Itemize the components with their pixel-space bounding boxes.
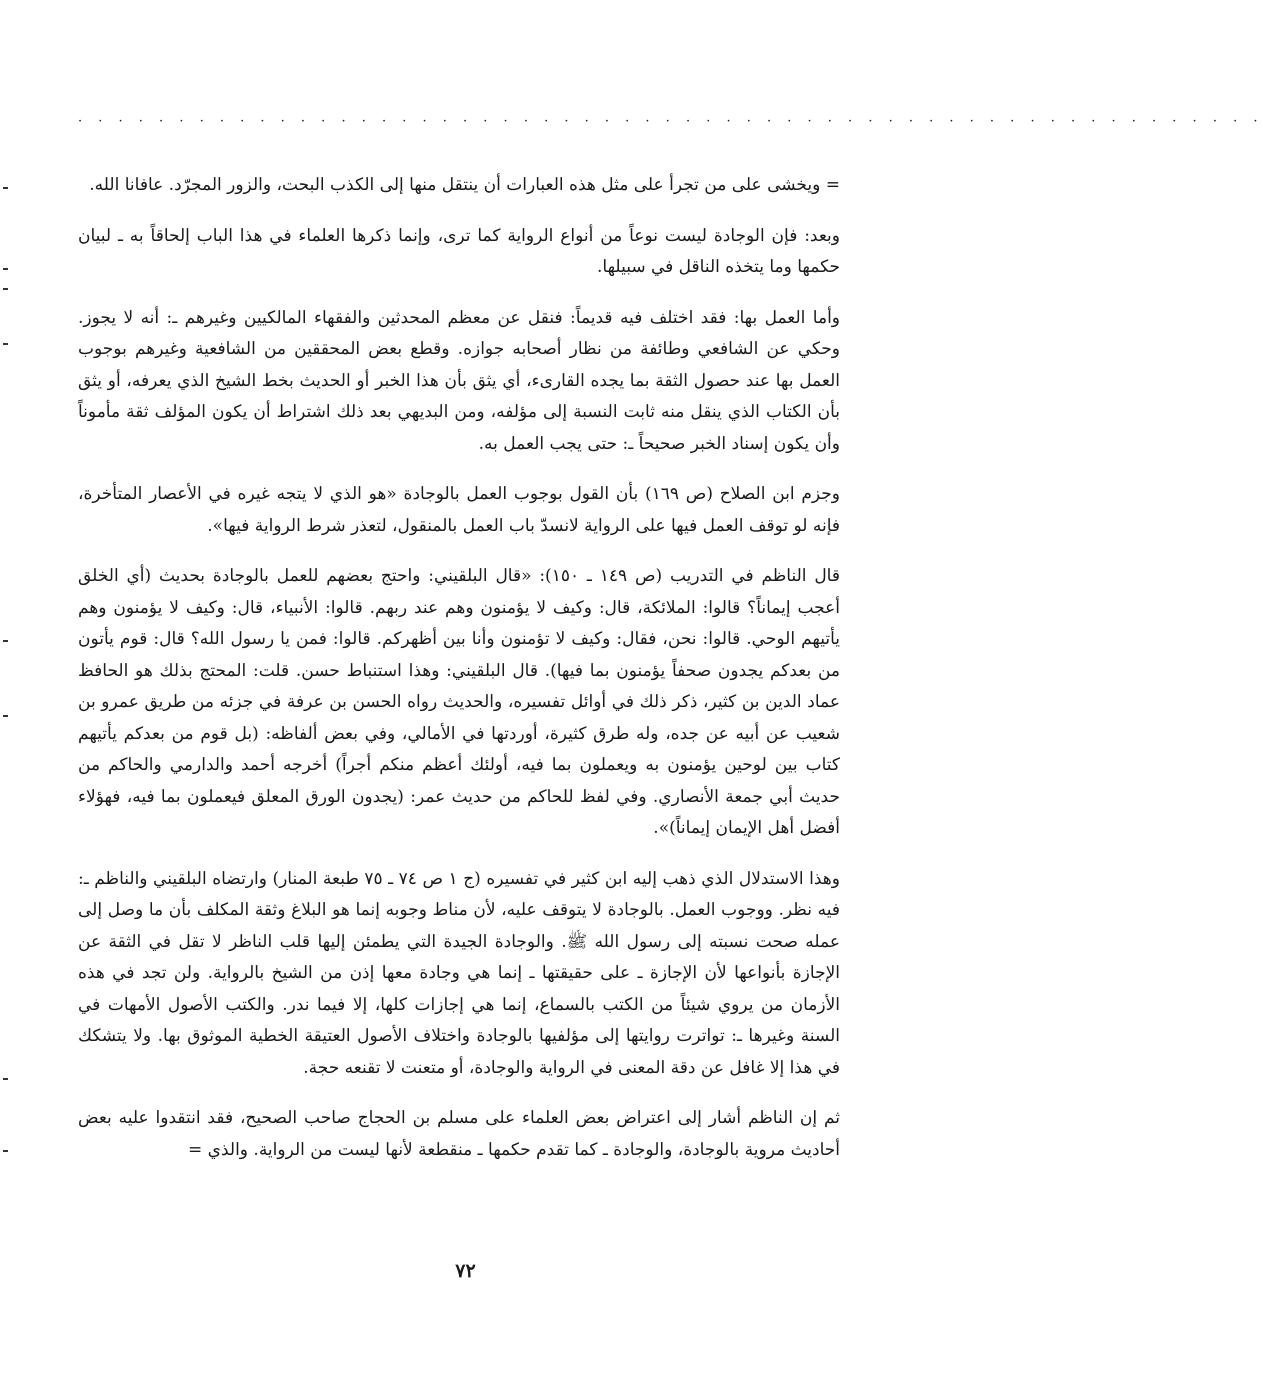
paragraph-7: ثم إن الناظم أشار إلى اعتراض بعض العلماء على مسلم بن الحجاج صاحب الصحيح، فقد انتقدوا عليه بعض أحاديث مروية بالوجادة، والوجادة ـ كما تقدم حكمها ـ منقطعة لأنها ليست من الرواية. والذي = xyxy=(78,1108,840,1160)
paragraph-3: وأما العمل بها: فقد اختلف فيه قديماً: فنقل عن معظم المحدثين والفقهاء المالكيين وغيرهم ـ: أنه لا يجوز. وحكي عن الشافعي وطائفة من نظار أصحابه جوازه. وقطع بعض المحققين من الشافعية وغيرهم بوجوب العمل بها عند حصول الثقة بما يجده القارىء، أي يثق بأن هذا الخبر أو الحديث بخط الشيخ الذي يعرفه، أو يثق بأن الكتاب الذي ينقل منه ثابت النسبة إلى مؤلفه، ومن البديهي بعد ذلك اشتراط أن يكون المؤلف ثقة مأموناً وأن يكون إسناد الخبر صحيحاً ـ: حتى يجب العمل به. xyxy=(78,307,840,454)
margin-mark xyxy=(3,343,8,345)
page-number: ٧٢ xyxy=(455,1260,476,1282)
paragraph-6: وهذا الاستدلال الذي ذهب إليه ابن كثير في تفسيره (ج ١ ص ٧٤ ـ ٧٥ طبعة المنار) وارتضاه البلقيني والناظم ـ: فيه نظر. ووجوب العمل. بالوجادة لا يتوقف عليه، لأن مناط وجوبه إنما هو البلاغ وثقة المكلف بأن ما وصل إلى عمله صحت نسبته إلى رسول الله ﷺ. والوجادة الجيدة التي يطمئن إليها قلب الناظر لا تقل في الثقة عن الإجازة بأنواعها لأن الإجازة ـ على حقيقتها ـ إنما هي وجادة معها إذن من الشيخ بالرواية. ولن تجد في هذه الأزمان من يروي شيئاً من الكتب بالسماع، إنما هي إجازات كلها، إلا فيما ندر. والكتب الأصول الأمهات في السنة وغيرها ـ: تواترت روايتها إلى مؤلفيها بالوجادة واختلاف الأصول العتيقة الخطية الموثوق بها. ولا يتشكك في هذا إلا غافل عن دقة المعنى في الرواية والوجادة، أو متعنت لا تقنعه حجة. xyxy=(78,868,841,1078)
margin-mark xyxy=(3,1150,8,1152)
margin-mark xyxy=(3,187,8,189)
margin-mark xyxy=(3,640,8,642)
page-body xyxy=(78,170,840,1185)
margin-mark xyxy=(3,1078,8,1080)
separator-dots: · · · · · · · · · · · · · · · · · · · · · · · · · · · · · · · · · · · · · · · · · · · · · · · · · · · · · · · · · · · xyxy=(78,114,1263,129)
margin-mark xyxy=(3,288,8,290)
margin-mark xyxy=(3,715,8,717)
paragraph-5: قال الناظم في التدريب (ص ١٤٩ ـ ١٥٠): «قال البلقيني: واحتج بعضهم للعمل بالوجادة بحديث (أي الخلق أعجب إيماناً؟ قالوا: الملائكة، قال: وكيف لا يؤمنون وهم عند ربهم. قالوا: الأنبياء، قال: وكيف لا يؤمنون وهم يأتيهم الوحي. قالوا: نحن، فقال: وكيف لا تؤمنون وأنا بين أظهركم. قالوا: فمن يا رسول الله؟ قال: قوم يأتون من بعدكم يجدون صحفاً يؤمنون بما فيها). قال البلقيني: وهذا استنباط حسن. قلت: المحتج بذلك هو الحافظ عماد الدين بن كثير، ذكر ذلك في أوائل تفسيره، والحديث رواه الحسن بن عرفة في جزئه من طريق عمرو بن شعيب عن أبيه عن جده، وله طرق كثيرة، أوردتها في الأمالي، وفي بعض ألفاظه: (بل قوم من بعدكم يأتيهم كتاب بين لوحين يؤمنون به ويعملون بما فيه، أولئك أعظم منكم أجراً) أخرجه أحمد والدارمي والحاكم من حديث أبي جمعة الأنصاري. وفي لفظ للحاكم من حديث عمر: (يجدون الورق المعلق فيعملون بما فيه، فهؤلاء أفضل أهل الإيمان إيماناً)». xyxy=(78,566,840,838)
paragraph-4: وجزم ابن الصلاح (ص ١٦٩) بأن القول بوجوب العمل بالوجادة «هو الذي لا يتجه غيره في الأعصار المتأخرة، فإنه لو توقف العمل فيها على الرواية لانسدّ باب العمل بالمنقول، لتعذر شرط الرواية فيها». xyxy=(78,484,840,536)
margin-mark xyxy=(3,268,8,270)
paragraph-1: = ويخشى على من تجرأ على مثل هذه العبارات أن ينتقل منها إلى الكذب البحت، والزور المجرّد. عافانا الله. xyxy=(89,175,840,195)
paragraph-2: وبعد: فإن الوجادة ليست نوعاً من أنواع الرواية كما ترى، وإنما ذكرها العلماء في هذا الباب إلحاقاً به ـ لبيان حكمها وما يتخذه الناقل في سبيلها. xyxy=(78,225,840,277)
